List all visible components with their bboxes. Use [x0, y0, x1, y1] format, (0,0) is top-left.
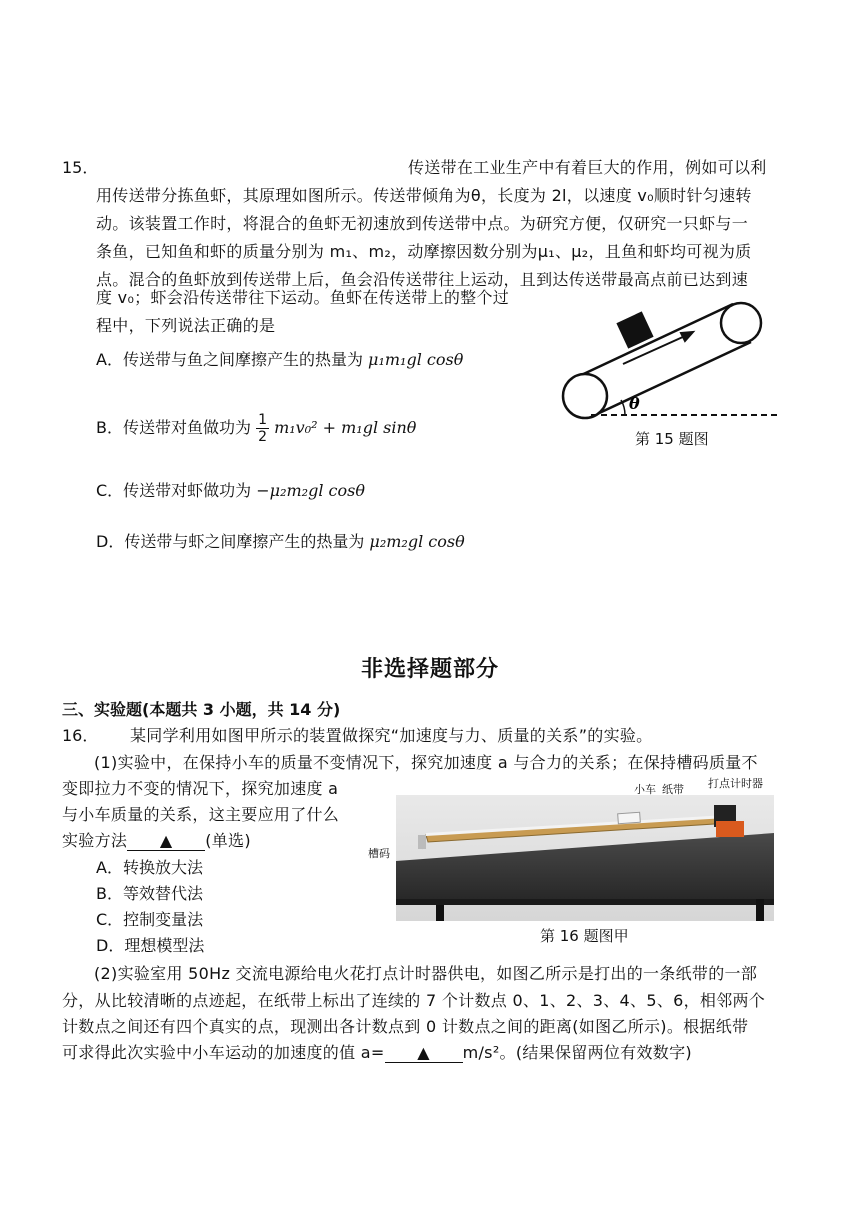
q15-option-c[interactable]: [96, 478, 365, 501]
q16-p1-line-4: [62, 828, 251, 851]
q16-option-c[interactable]: C．控制变量法: [96, 910, 204, 929]
table-edge: [396, 899, 774, 905]
q15-line-7: 程中，下列说法正确的是: [96, 316, 276, 335]
q16-option-b[interactable]: B．等效替代法: [96, 884, 203, 903]
q16-answer-blank-1[interactable]: ▲: [127, 831, 205, 851]
q16-p2-line-3: 计数点之间还有四个真实的点，现测出各计数点到 0 计数点之间的距离(如图乙所示)。根据纸带: [62, 1017, 749, 1036]
q16-number: 16．: [62, 726, 99, 745]
q16-apparatus-photo: [396, 777, 774, 921]
q16-p1-line-3: 与小车质量的关系，这主要应用了什么: [62, 805, 340, 824]
label-weight: 槽码: [368, 847, 390, 860]
q16-p2-unit: m/s²。(结果保留两位有效数字): [462, 1043, 692, 1062]
q16-p1-single-choice: (单选): [205, 831, 251, 850]
q15-line-2: 用传送带分拣鱼虾，其原理如图所示。传送带倾角为θ，长度为 2l，以速度 v₀顺时针匀速转: [96, 186, 752, 205]
part-title: 非选择题部分: [360, 657, 499, 682]
timer-base: [716, 821, 744, 837]
table-leg: [436, 905, 444, 921]
q15-option-b[interactable]: [96, 402, 417, 445]
q16-figure-caption: 第 16 题图甲: [540, 927, 629, 945]
q16-option-d[interactable]: D．理想模型法: [96, 936, 205, 955]
q15-figure-caption: 第 15 题图: [635, 430, 709, 448]
q16-intro: 某同学利用如图甲所示的装置做探究“加速度与力、质量的关系”的实验。: [130, 726, 653, 745]
q15-option-b-frac-den: 2: [258, 429, 267, 445]
angle-label: θ: [629, 394, 640, 413]
cart: [618, 812, 641, 824]
table-leg-right: [756, 899, 764, 921]
q16-option-a[interactable]: A．转换放大法: [96, 858, 203, 877]
q15-option-d-text: D．传送带与虾之间摩擦产生的热量为: [96, 532, 370, 551]
q16-p2-line-2: 分，从比较清晰的点迹起，在纸带上标出了连续的 7 个计数点 0、1、2、3、4、5、6，相邻两个: [62, 991, 766, 1010]
section-3-heading: 三、实验题(本题共 3 小题，共 14 分): [62, 700, 341, 719]
q15-line-5: 点。混合的鱼虾放到传送带上后，鱼会沿传送带往上运动，且到达传送带最高点前已达到速: [96, 270, 749, 289]
q15-option-a-text: A．传送带与鱼之间摩擦产生的热量为: [96, 350, 369, 369]
label-tape: 纸带: [662, 783, 684, 796]
q15-conveyor-figure: [555, 290, 795, 430]
q16-p1-line-1: (1)实验中，在保持小车的质量不变情况下，探究加速度 a 与合力的关系；在保持槽码质量不: [94, 753, 758, 772]
q16-p2-line-4: [62, 1040, 692, 1063]
q15-line-1: 传送带在工业生产中有着巨大的作用，例如可以利: [408, 158, 767, 177]
q15-option-d-formula: μ₂m₂gl cosθ: [369, 532, 465, 551]
q15-line-4: 条鱼，已知鱼和虾的质量分别为 m₁、m₂，动摩擦因数分别为μ₁、μ₂，且鱼和虾均可视为质: [96, 242, 752, 261]
weight: [418, 835, 426, 849]
q15-line-6: 度 v₀；虾会沿传送带往下运动。鱼虾在传送带上的整个过: [96, 288, 510, 307]
q15-option-b-formula: m₁v₀² + m₁gl sinθ: [274, 418, 417, 437]
q16-p1-method-label: 实验方法: [62, 831, 128, 850]
q16-p2-accel-label: 可求得此次实验中小车运动的加速度的值 a=: [62, 1043, 385, 1062]
q15-option-b-text: B．传送带对鱼做功为: [96, 418, 257, 437]
q16-p1-line-2: 变即拉力不变的情况下，探究加速度 a: [62, 779, 339, 798]
q16-p2-line-1: (2)实验室用 50Hz 交流电源给电火花打点计时器供电，如图乙所示是打出的一条纸带的一部: [94, 964, 758, 983]
apparatus-drawing: [396, 795, 774, 921]
q15-number: 15．: [62, 158, 99, 177]
q15-option-c-text: C．传送带对虾做功为: [96, 481, 257, 500]
conveyor-belt: [563, 303, 761, 418]
q15-option-c-formula: −μ₂m₂gl cosθ: [256, 481, 365, 500]
q15-option-a[interactable]: [96, 347, 463, 370]
q16-answer-blank-2[interactable]: ▲: [385, 1043, 463, 1063]
label-cart: 小车: [634, 783, 656, 796]
q15-option-b-fraction: [256, 412, 269, 445]
q15-line-3: 动。该装置工作时，将混合的鱼虾无初速放到传送带中点。为研究方便，仅研究一只虾与一: [96, 214, 749, 233]
q15-option-a-formula: μ₁m₁gl cosθ: [368, 350, 464, 369]
q15-option-b-frac-num: 1: [258, 412, 267, 428]
q15-option-d[interactable]: [96, 529, 465, 552]
label-timer: 打点计时器: [708, 777, 763, 790]
